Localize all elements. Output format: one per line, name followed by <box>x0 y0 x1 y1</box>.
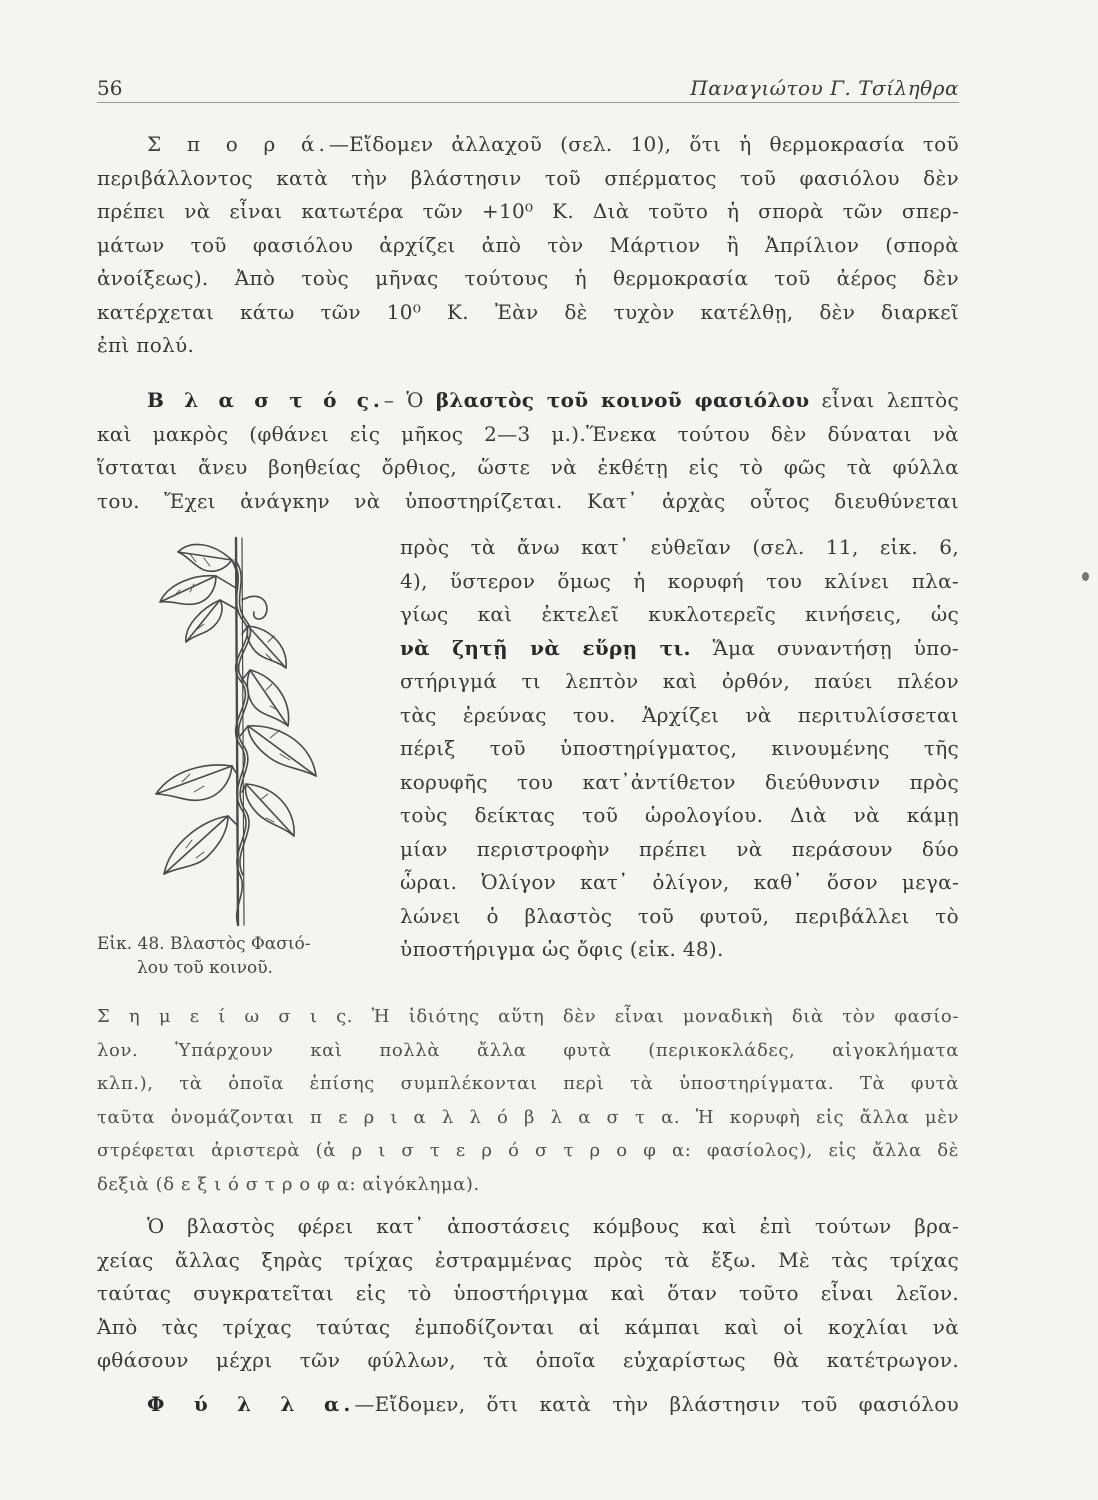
page-header <box>97 76 959 103</box>
text-line: περιβάλλοντος κατὰ τὴν βλάστησιν τοῦ σπέρματος τοῦ φασιόλου δὲν <box>97 165 959 190</box>
text-line: τοὺς δείκτας τοῦ ὡρολογίου. Διὰ νὰ κάμῃ <box>400 803 959 827</box>
section-spora <box>97 128 959 363</box>
text-line: μάτων τοῦ φασιόλου ἀρχίζει ἀπὸ τὸν Μάρτιον ἢ Ἀπρίλιον (σπορὰ <box>97 232 959 257</box>
text-line: ἐπὶ πολύ. <box>97 333 195 357</box>
text-line: ὧραι. Ὀλίγον κατ᾿ ὀλίγον, καθ᾿ ὅσον μεγα- <box>400 870 959 894</box>
paragraph-hairs <box>97 1210 959 1378</box>
bean-stem-illustration <box>120 530 390 930</box>
section-fylla <box>97 1388 959 1422</box>
ink-speck <box>1082 572 1089 581</box>
wrapped-text <box>400 531 959 967</box>
figure-caption <box>97 932 387 980</box>
text-line: ἀνοίξεως). Ἀπὸ τοὺς μῆνας τούτους ἡ θερμοκρασία τοῦ ἀέρος δὲν <box>97 266 959 290</box>
text-line: δεξιὰ (δ ε ξ ι ό σ τ ρ ο φ α: αἰγόκλημα). <box>97 1173 480 1195</box>
text-line: φθάσουν μέχρι τῶν φύλλων, τὰ ὁποῖα εὐχαρίστως θὰ κατέτρωγον. <box>97 1348 959 1372</box>
section-heading: Σ π ο ρ ά. <box>147 132 329 156</box>
text-line: 4), ὕστερον ὅμως ἡ κορυφή του κλίνει πλα- <box>400 568 959 593</box>
text-line: τὰς ἐρεύνας του. Ἀρχίζει νὰ περιτυλίσσεται <box>400 702 959 727</box>
text-line: νὰ ζητῇ νὰ εὕρῃ τι. Ἅμα συναντήσῃ ὑπο- <box>400 635 959 660</box>
text-line: χείας ἄλλας ξηρὰς τρίχας ἐστραμμένας πρὸς τὰ ἔξω. Μὲ τὰς τρίχας <box>97 1247 959 1272</box>
section-blastos <box>97 384 959 518</box>
text-line: Σ π ο ρ ά.—Εἴδομεν ἀλλαχοῦ (σελ. 10), ὅτι ἡ θερμοκρασία τοῦ <box>147 132 959 156</box>
text-line: πέριξ τοῦ ὑποστηρίγματος, κινουμένης τῆς <box>400 736 959 760</box>
text-line: λον. Ὑπάρχουν καὶ πολλὰ ἄλλα φυτὰ (περικοκλάδες, αἰγοκλήματα <box>97 1039 959 1061</box>
text-line: ταῦτα ὀνομάζονται π ε ρ ι α λ λ ό β λ α σ τ α. Ἡ κορυφὴ εἰς ἄλλα μὲν <box>97 1106 959 1128</box>
text-line: στρέφεται ἀριστερὰ (ἀ ρ ι σ τ ε ρ ό σ τ ρ ο φ α: φασίολος), εἰς ἄλλα δὲ <box>97 1140 959 1161</box>
text-line: Σ η μ ε ί ω σ ι ς. Ἡ ἰδιότης αὕτη δὲν εἶναι μοναδικὴ διὰ τὸν φασίο- <box>97 1006 959 1027</box>
twining-stem <box>232 560 247 925</box>
note-block <box>97 1000 959 1201</box>
caption-line: λου τοῦ κοινοῦ. <box>137 958 273 978</box>
text-line: κατέρχεται κάτω τῶν 10⁰ Κ. Ἐὰν δὲ τυχὸν κατέλθῃ, δὲν διαρκεῖ <box>97 299 959 324</box>
caption-line: Εἰκ. 48. Βλαστὸς Φασιό- <box>97 934 311 954</box>
text-line: στήριγμά τι λεπτὸν καὶ ὀρθόν, παύει πλέον <box>400 669 959 693</box>
text-line: γίως καὶ ἐκτελεῖ κυκλοτερεῖς κινήσεις, ὡς <box>400 602 959 626</box>
text-line: Φ ύ λ λ α.—Εἴδομεν, ὅτι κατὰ τὴν βλάστησιν τοῦ φασιόλου <box>147 1392 959 1416</box>
running-title: Παναγιώτου Γ. Τσίληθρα <box>690 76 959 100</box>
text-line: κλπ.), τὰ ὁποῖα ἐπίσης συμπλέκονται περὶ τὰ ὑποστηρίγματα. Τὰ φυτὰ <box>97 1073 959 1094</box>
leaf-top-left <box>178 544 232 571</box>
text-line: πρέπει νὰ εἶναι κατωτέρα τῶν +10⁰ Κ. Διὰ τοῦτο ἡ σπορὰ τῶν σπερ- <box>97 199 959 223</box>
section-heading: Φ ύ λ λ α. <box>147 1392 355 1416</box>
bold-phrase: βλαστὸς τοῦ κοινοῦ φασιόλου <box>435 388 810 412</box>
text-line: ὑποστήριγμα ὡς ὄφις (εἰκ. 48). <box>400 937 724 961</box>
text-line: Ὁ βλαστὸς φέρει κατ᾿ ἀποστάσεις κόμβους καὶ ἐπὶ τούτων βρα- <box>147 1214 959 1238</box>
text-line: Ἀπὸ τὰς τρίχας ταύτας ἐμποδίζονται αἱ κάμπαι καὶ οἱ κοχλίαι νὰ <box>97 1314 959 1339</box>
page-number: 56 <box>97 76 123 100</box>
bold-phrase: νὰ ζητῇ νὰ εὕρῃ τι. <box>400 635 691 660</box>
text-line: ἵσταται ἄνευ βοηθείας ὄρθιος, ὥστε νὰ ἐκθέτῃ εἰς τὸ φῶς τὰ φύλλα <box>97 455 959 479</box>
text-line: λώνει ὁ βλαστὸς τοῦ φυτοῦ, περιβάλλει τὸ <box>400 903 959 928</box>
text-line: μίαν περιστροφὴν πρέπει νὰ περάσουν δύο <box>400 836 959 861</box>
text-line: του. Ἔχει ἀνάγκην νὰ ὑποστηρίζεται. Κατ᾿ ἀρχὰς οὗτος διευθύνεται <box>97 488 959 513</box>
text-line: κορυφῆς του κατ᾿ἀντίθετον διεύθυνσιν πρὸς <box>400 769 959 794</box>
text-line: πρὸς τὰ ἄνω κατ᾿ εὐθεῖαν (σελ. 11, εἰκ. 6, <box>400 535 959 559</box>
section-heading: Β λ α σ τ ό ς. <box>147 388 384 412</box>
text-line: Β λ α σ τ ό ς.– Ὁ βλαστὸς τοῦ κοινοῦ φασιόλου εἶναι λεπτὸς <box>147 388 959 412</box>
text-line: καὶ μακρὸς (φθάνει εἰς μῆκος 2—3 μ.).Ἕνεκα τούτου δὲν δύναται νὰ <box>97 421 959 446</box>
text-line: ταύτας συγκρατεῖται εἰς τὸ ὑποστήριγμα καὶ ὅταν τοῦτο εἶναι λεῖον. <box>97 1281 959 1305</box>
